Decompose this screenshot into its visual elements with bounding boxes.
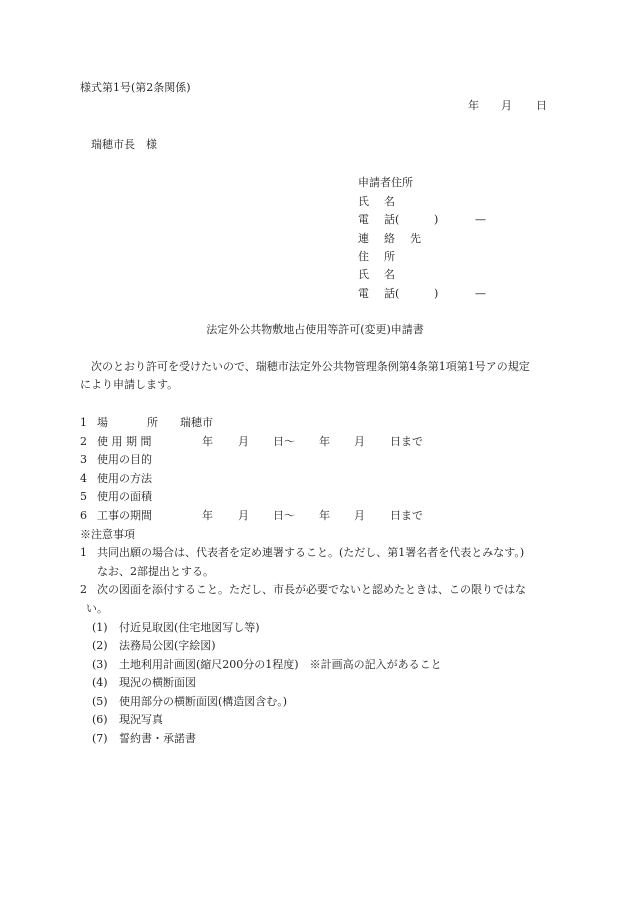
applicant-name-label-2: 名: [384, 195, 395, 208]
item-5-number: 5: [80, 490, 87, 503]
item-6-to-month: 月: [354, 509, 365, 522]
drawing-2-number: (2): [92, 639, 108, 652]
drawing-5-text: 使用部分の横断面図(構造図含む。): [119, 695, 288, 708]
item-2-label: 使 用 期 間: [97, 435, 152, 448]
applicant-phone-dash: —: [475, 213, 486, 226]
item-6-number: 6: [80, 509, 87, 522]
contact-label-2: 絡: [384, 232, 395, 245]
item-1-label-b: 所: [147, 416, 158, 429]
date-day: 日: [536, 99, 547, 112]
date-year: 年: [468, 99, 479, 112]
contact-phone-paren: ): [434, 287, 439, 300]
item-1-number: 1: [80, 416, 87, 429]
form-number: 様式第1号(第2条関係): [80, 81, 191, 94]
note-2-number: 2: [80, 583, 87, 596]
drawing-3-text: 土地利用計画図(縮尺200分の1程度) ※計画高の記入があること: [119, 658, 442, 671]
drawing-1-number: (1): [92, 621, 108, 634]
contact-address-label-2: 所: [384, 250, 395, 263]
applicant-name-label-1: 氏: [358, 195, 369, 208]
item-2-from-month: 月: [238, 435, 249, 448]
contact-name-label-2: 名: [384, 268, 395, 281]
applicant-phone-label-2: 話(: [384, 213, 400, 226]
body-line-1: 次のとおり許可を受けたいので、瑞穂市法定外公共物管理条例第4条第1項第1号アの規定: [91, 360, 530, 373]
item-2-from-day: 日〜: [273, 435, 295, 448]
contact-name-label-1: 氏: [358, 268, 369, 281]
drawing-4-number: (4): [92, 676, 108, 689]
note-1-line-2: なお、2部提出とする。: [97, 565, 214, 578]
note-2-line-2: い。: [86, 602, 108, 615]
item-5-label: 使用の面積: [97, 490, 152, 503]
item-2-number: 2: [80, 435, 87, 448]
drawing-5-number: (5): [92, 695, 108, 708]
note-1-number: 1: [80, 546, 87, 559]
item-4-number: 4: [80, 472, 87, 485]
document-title: 法定外公共物敷地占使用等許可(変更)申請書: [206, 323, 424, 336]
drawing-6-number: (6): [92, 713, 108, 726]
drawing-7-text: 誓約書・承諾書: [119, 732, 196, 745]
item-6-to-day: 日まで: [390, 509, 423, 522]
item-2-to-day: 日まで: [390, 435, 423, 448]
item-3-label: 使用の目的: [97, 453, 152, 466]
contact-label-1: 連: [358, 232, 369, 245]
note-2-line-1: 次の図面を添付すること。ただし、市長が必要でないと認めたときは、この限りではな: [97, 583, 526, 596]
body-line-2: により申請します。: [80, 378, 179, 391]
contact-phone-label-1: 電: [358, 287, 369, 300]
contact-phone-label-2: 話(: [384, 287, 400, 300]
applicant-phone-paren: ): [434, 213, 439, 226]
date-month: 月: [501, 99, 512, 112]
contact-phone-dash: —: [475, 287, 486, 300]
drawing-7-number: (7): [92, 732, 108, 745]
applicant-phone-label-1: 電: [358, 213, 369, 226]
item-4-label: 使用の方法: [97, 472, 152, 485]
contact-label-3: 先: [410, 232, 421, 245]
addressee: 瑞穂市長 様: [91, 138, 157, 151]
drawing-1-text: 付近見取図(住宅地図写し等): [119, 621, 260, 634]
drawing-3-number: (3): [92, 658, 108, 671]
item-6-label: 工事の期間: [97, 509, 152, 522]
applicant-address-label: 申請者住所: [358, 176, 413, 189]
item-2-to-year: 年: [319, 435, 330, 448]
drawing-4-text: 現況の横断面図: [119, 676, 196, 689]
contact-address-label-1: 住: [358, 250, 369, 263]
note-1-line-1: 共同出願の場合は、代表者を定め連署すること。(ただし、第1署名者を代表とみなす。): [97, 546, 525, 559]
drawing-6-text: 現況写真: [119, 713, 163, 726]
item-6-from-month: 月: [238, 509, 249, 522]
item-6-to-year: 年: [319, 509, 330, 522]
item-6-from-year: 年: [202, 509, 213, 522]
item-2-from-year: 年: [202, 435, 213, 448]
notes-heading: ※注意事項: [80, 528, 135, 541]
item-3-number: 3: [80, 453, 87, 466]
drawing-2-text: 法務局公図(字絵図): [119, 639, 216, 652]
item-6-from-day: 日〜: [273, 509, 295, 522]
item-1-label-a: 場: [97, 416, 108, 429]
item-1-value: 瑞穂市: [180, 416, 213, 429]
item-2-to-month: 月: [354, 435, 365, 448]
